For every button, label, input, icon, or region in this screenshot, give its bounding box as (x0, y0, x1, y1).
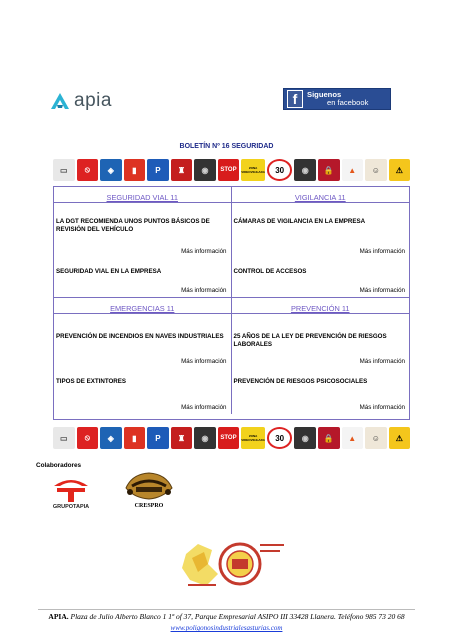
more-info-link[interactable]: Más información (359, 404, 405, 411)
article-headline: PREVENCIÓN DE INCENDIOS EN NAVES INDUSTRIALES (56, 333, 224, 340)
traffic-cone-icon: ▲ (342, 427, 364, 449)
grupotapia-caption: GRUPOTAPIA (52, 504, 90, 510)
no-entry-icon: ⦸ (77, 159, 99, 181)
bulletin-title: BOLETÍN Nº 16 SEGURIDAD (179, 143, 274, 150)
grupotapia-logo[interactable] (48, 474, 94, 510)
facebook-follow-button[interactable] (283, 88, 391, 110)
section-title-seguridad-vial[interactable]: SEGURIDAD VIAL 11 (54, 187, 232, 203)
parking-icon: P (147, 427, 169, 449)
parque-empresarial-seal (178, 540, 288, 592)
article-headline: CÁMARAS DE VIGILANCIA EN LA EMPRESA (233, 218, 366, 225)
industrial-park-seal-icon (178, 540, 288, 592)
facebook-line2: en facebook (327, 98, 369, 107)
more-info-link[interactable]: Más información (181, 358, 227, 365)
security-guard-icon: ☺ (365, 427, 387, 449)
article-headline: SEGURIDAD VIAL EN LA EMPRESA (56, 268, 162, 275)
footer-divider (38, 609, 415, 610)
speed-limit-30-icon: 30 (267, 159, 293, 181)
padlock-icon: 🔒 (318, 427, 340, 449)
apia-logo (50, 90, 112, 112)
article-cell (54, 203, 232, 258)
facebook-icon: f (287, 90, 303, 108)
article-headline: LA DGT RECOMIENDA UNOS PUNTOS BÁSICOS DE REVISIÓN DEL VEHÍCULO (56, 218, 210, 233)
fire-extinguisher-icon: ▮ (124, 427, 146, 449)
more-info-link[interactable]: Más información (359, 358, 405, 365)
facebook-line1: Siguenos (307, 90, 342, 99)
apia-triangle-icon (50, 92, 70, 110)
fire-hazard-icon: ⚠ (389, 159, 411, 181)
colaboradores-label: Colaboradores (36, 462, 82, 469)
dome-camera-icon: ◉ (294, 427, 316, 449)
more-info-link[interactable]: Más información (181, 404, 227, 411)
no-entry-icon: ⦸ (77, 427, 99, 449)
shield-lock-icon: ◈ (100, 427, 122, 449)
more-info-link[interactable]: Más información (181, 248, 227, 255)
cctv-camera-icon: ▭ (53, 427, 75, 449)
section-title-vigilancia[interactable]: VIGILANCIA 11 (232, 187, 410, 203)
security-guard-icon: ☺ (365, 159, 387, 181)
dome-camera-icon: ◉ (194, 427, 216, 449)
more-info-link[interactable]: Más información (359, 248, 405, 255)
stop-sign-icon: STOP (218, 159, 240, 181)
crespro-caption: CRESPRO (134, 503, 164, 509)
apia-logo-text: apia (74, 90, 112, 111)
cctv-area-sign-icon: ZONA VIDEOVIGILADA (241, 427, 265, 449)
security-icon-strip-top (53, 158, 410, 182)
padlock-icon: 🔒 (318, 159, 340, 181)
traffic-cone-icon: ▲ (342, 159, 364, 181)
more-info-link[interactable]: Más información (181, 287, 227, 294)
article-cell (232, 314, 410, 368)
cctv-camera-icon: ▭ (53, 159, 75, 181)
facebook-label (307, 91, 368, 107)
speed-limit-30-icon: 30 (267, 427, 293, 449)
footer-address-text: Plaza de Julio Alberto Blanco 1 1ª of 37, Parque Empresarial ASIPO III 33428 Llanera. Teléfono 985 73 20 68 (70, 612, 405, 621)
crespro-emblem-icon (122, 470, 176, 502)
article-cell (54, 368, 232, 414)
footer-address (0, 612, 453, 621)
grupotapia-mark-icon (48, 474, 94, 504)
article-cell (54, 258, 232, 298)
footer-website-link[interactable]: www.poligonosindustrialesasturias.com (170, 624, 283, 632)
dome-camera-icon: ◉ (194, 159, 216, 181)
article-headline: CONTROL DE ACCESOS (233, 268, 307, 275)
bulletin-grid (53, 186, 410, 420)
article-cell (232, 203, 410, 258)
article-cell (232, 368, 410, 414)
article-cell (232, 258, 410, 298)
section-title-emergencias[interactable]: EMERGENCIAS 11 (54, 298, 232, 314)
more-info-link[interactable]: Más información (359, 287, 405, 294)
footer-org: APIA. (48, 612, 69, 621)
parking-icon: P (147, 159, 169, 181)
article-cell (54, 314, 232, 368)
crespro-logo[interactable] (122, 470, 176, 512)
fire-hazard-icon: ⚠ (389, 427, 411, 449)
article-headline: PREVENCIÓN DE RIESGOS PSICOSOCIALES (233, 378, 368, 385)
shield-lock-icon: ◈ (100, 159, 122, 181)
cctv-area-sign-icon: ZONA VIDEOVIGILADA (241, 159, 265, 181)
stop-sign-icon: STOP (218, 427, 240, 449)
article-headline: 25 AÑOS DE LA LEY DE PREVENCIÓN DE RIESGOS LABORALES (233, 333, 387, 348)
dome-camera-icon: ◉ (294, 159, 316, 181)
security-icon-strip-bottom (53, 426, 410, 450)
section-title-prevencion[interactable]: PREVENCIÓN 11 (232, 298, 410, 314)
fire-hydrant-icon: ♜ (171, 159, 193, 181)
fire-hydrant-icon: ♜ (171, 427, 193, 449)
article-headline: TIPOS DE EXTINTORES (56, 378, 127, 385)
fire-extinguisher-icon: ▮ (124, 159, 146, 181)
